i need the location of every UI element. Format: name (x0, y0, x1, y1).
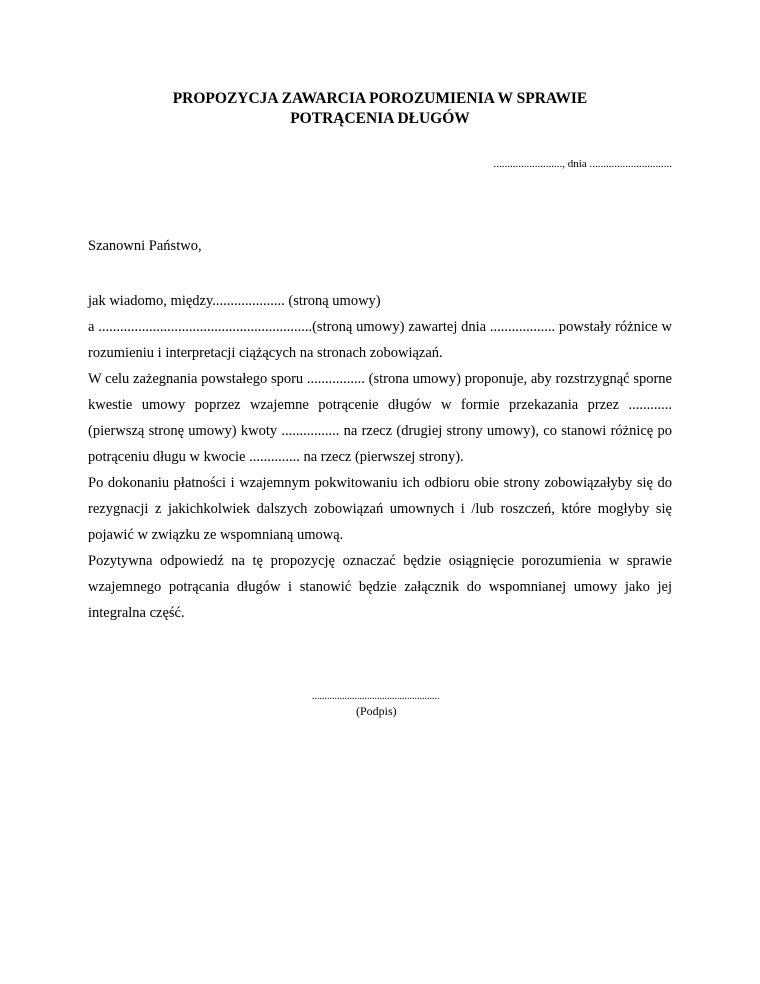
paragraph-4: Po dokonaniu płatności i wzajemnym pokwitowaniu ich odbioru obie strony zobowiązałyby się do rezygnacji z jakichkolwiek dalszych zobowiązań umownych i /lub roszczeń, które mogłyby się pojawić w związku ze wspomnianą umową. (88, 475, 672, 543)
date-line: ........................., dnia .............................. (493, 158, 672, 170)
document-title (88, 89, 672, 129)
greeting: Szanowni Państwo, (88, 238, 202, 254)
paragraph-5: Pozytywna odpowiedź na tę propozycję oznaczać będzie osiągnięcie porozumienia w sprawie wzajemnego potrącania długów i stanowić będzie załącznik do wspomnianej umowy jako jej integralna część. (88, 553, 672, 621)
paragraph-1: jak wiadomo, między.................... (stroną umowy) (88, 293, 381, 309)
letter-body (88, 288, 672, 626)
paragraph-3: W celu zażegnania powstałego sporu ................ (strona umowy) proponuje, aby rozstrzygnąć sporne kwestie umowy poprzez wzajemne potrącenie długów w formie przekazania przez ............ (pierwszą stronę umowy) kwoty ................ na rzecz (drugiej strony umowy), co stanowi różnicę po potrąceniu długu w kwocie .............. na rzecz (pierwszej strony). (88, 371, 672, 465)
title-line-1: PROPOZYCJA ZAWARCIA POROZUMIENIA W SPRAWIE (172, 90, 588, 107)
paragraph-2: a ...........................................................(stroną umowy) zawartej dnia .................. powstały różnice w rozumieniu i interpretacji ciążących na stronach zobowiązań. (88, 319, 672, 361)
signature-label: (Podpis) (356, 704, 397, 718)
title-line-2: POTRĄCENIA DŁUGÓW (290, 110, 470, 127)
signature-line: ................................................... (312, 691, 440, 702)
